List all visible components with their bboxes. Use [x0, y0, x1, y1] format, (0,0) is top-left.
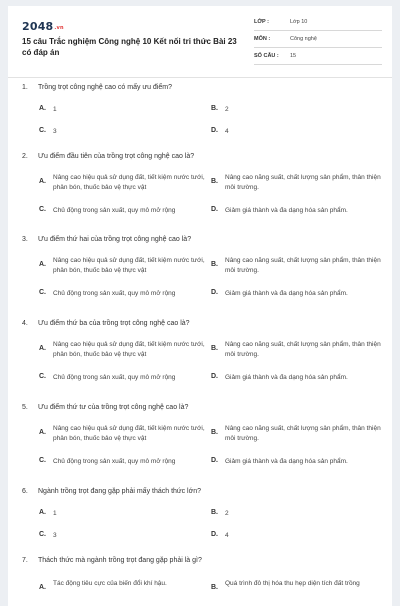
option-c[interactable] [39, 127, 214, 139]
question-5 [22, 404, 382, 484]
option-text: 1 [53, 106, 57, 113]
option-text: Giảm giá thành và đa dạng hóa sản phẩm. [225, 290, 348, 297]
option-a[interactable] [39, 173, 214, 195]
option-c[interactable] [39, 457, 214, 469]
meta-question-count [254, 52, 382, 65]
option-text: Quá trình đô thị hóa thu hẹp diện tích đất trồng [225, 580, 360, 587]
option-letter: B. [211, 345, 218, 352]
option-letter: B. [211, 509, 218, 516]
meta-value: 15 [290, 53, 297, 59]
question-text: Ưu điểm thứ tư của trồng trọt công nghệ cao là? [38, 404, 189, 411]
option-letter: A. [39, 345, 46, 352]
option-d[interactable] [211, 289, 386, 301]
option-letter: B. [211, 429, 218, 436]
option-letter: B. [211, 105, 218, 112]
option-text: Nâng cao năng suất, chất lượng sản phẩm, thân thiện môi trường. [225, 174, 381, 191]
question-number: 2. [22, 153, 28, 160]
option-text: Chủ động trong sản xuất, quy mô mở rộng [53, 207, 176, 214]
question-6 [22, 488, 382, 568]
option-letter: C. [39, 206, 46, 213]
option-letter: D. [211, 373, 218, 380]
option-letter: A. [39, 509, 46, 516]
option-letter: B. [211, 584, 218, 591]
option-a[interactable] [39, 256, 214, 278]
document-page [8, 6, 392, 606]
option-a[interactable] [39, 340, 214, 362]
option-letter: D. [211, 127, 218, 134]
option-letter: D. [211, 531, 218, 538]
logo-suffix: .vn [54, 25, 64, 31]
option-letter: D. [211, 206, 218, 213]
option-b[interactable] [211, 340, 386, 362]
question-text: Thách thức mà ngành trồng trọt đang gặp phải là gì? [38, 557, 202, 564]
option-text: Tác động tiêu cực của biến đổi khí hậu. [53, 580, 167, 587]
question-number: 5. [22, 404, 28, 411]
option-text: Nâng cao năng suất, chất lượng sản phẩm, thân thiện môi trường. [225, 425, 381, 442]
option-d[interactable] [211, 373, 386, 385]
option-text: Chủ động trong sản xuất, quy mô mở rộng [53, 458, 176, 465]
option-c[interactable] [39, 206, 214, 218]
option-b[interactable] [211, 579, 386, 601]
option-text: Giảm giá thành và đa dạng hóa sản phẩm. [225, 374, 348, 381]
question-4 [22, 320, 382, 400]
option-text: 3 [53, 128, 57, 135]
option-letter: A. [39, 178, 46, 185]
page-title: 15 câu Trắc nghiệm Công nghệ 10 Kết nối tri thức Bài 23 có đáp án [22, 37, 237, 57]
option-c[interactable] [39, 289, 214, 301]
meta-label: LỚP : [254, 19, 269, 25]
option-a[interactable] [39, 105, 214, 117]
option-text: 3 [53, 532, 57, 539]
option-c[interactable] [39, 531, 214, 543]
meta-subject [254, 35, 382, 48]
question-number: 1. [22, 84, 28, 91]
question-text: Ưu điểm đầu tiên của trồng trọt công nghệ cao là? [38, 153, 195, 160]
option-text: 1 [53, 510, 57, 517]
option-text: Giảm giá thành và đa dạng hóa sản phẩm. [225, 458, 348, 465]
question-number: 6. [22, 488, 28, 495]
option-letter: A. [39, 105, 46, 112]
meta-label: SỐ CÂU : [254, 53, 279, 59]
option-a[interactable] [39, 509, 214, 521]
question-number: 7. [22, 557, 28, 564]
option-letter: C. [39, 127, 46, 134]
question-text: Ưu điểm thứ hai của trồng trọt công nghệ cao là? [38, 236, 192, 243]
option-b[interactable] [211, 424, 386, 446]
option-d[interactable] [211, 127, 386, 139]
meta-value: Lớp 10 [290, 19, 308, 25]
option-text: Chủ động trong sản xuất, quy mô mở rộng [53, 290, 176, 297]
option-letter: A. [39, 261, 46, 268]
option-d[interactable] [211, 531, 386, 543]
option-d[interactable] [211, 206, 386, 218]
option-letter: A. [39, 584, 46, 591]
option-letter: B. [211, 178, 218, 185]
option-letter: A. [39, 429, 46, 436]
option-b[interactable] [211, 256, 386, 278]
option-d[interactable] [211, 457, 386, 469]
question-text: Ưu điểm thứ ba của trồng trọt công nghệ cao là? [38, 320, 190, 327]
option-text: 2 [225, 510, 229, 517]
option-letter: D. [211, 457, 218, 464]
question-1 [22, 84, 382, 164]
question-text: Ngành trồng trọt đang gặp phải mấy thách thức lớn? [38, 488, 201, 495]
option-text: Nâng cao năng suất, chất lượng sản phẩm, thân thiện môi trường. [225, 257, 381, 274]
option-letter: C. [39, 373, 46, 380]
option-b[interactable] [211, 105, 386, 117]
option-letter: C. [39, 289, 46, 296]
site-logo[interactable] [22, 20, 64, 33]
option-text: Nâng cao hiệu quả sử dụng đất, tiết kiệm nước tưới, phân bón, thuốc bảo vệ thực vật [53, 257, 205, 274]
option-text: 2 [225, 106, 229, 113]
question-number: 3. [22, 236, 28, 243]
option-c[interactable] [39, 373, 214, 385]
option-b[interactable] [211, 509, 386, 521]
option-text: Nâng cao hiệu quả sử dụng đất, tiết kiệm nước tưới, phân bón, thuốc bảo vệ thực vật [53, 425, 205, 442]
option-text: Chủ động trong sản xuất, quy mô mở rộng [53, 374, 176, 381]
option-letter: C. [39, 531, 46, 538]
logo-text: 2048 [22, 20, 54, 33]
question-3 [22, 236, 382, 316]
option-letter: C. [39, 457, 46, 464]
option-letter: B. [211, 261, 218, 268]
document-header [8, 6, 392, 78]
question-7 [22, 557, 382, 606]
option-text: 4 [225, 128, 229, 135]
meta-label: MÔN : [254, 36, 271, 42]
question-2 [22, 153, 382, 233]
question-text: Trồng trọt công nghệ cao có mấy ưu điểm? [38, 84, 172, 91]
question-number: 4. [22, 320, 28, 327]
option-letter: D. [211, 289, 218, 296]
option-text: Giảm giá thành và đa dạng hóa sản phẩm. [225, 207, 348, 214]
option-b[interactable] [211, 173, 386, 195]
option-text: 4 [225, 532, 229, 539]
meta-value: Công nghệ [290, 36, 317, 42]
option-a[interactable] [39, 579, 214, 601]
option-text: Nâng cao hiệu quả sử dụng đất, tiết kiệm nước tưới, phân bón, thuốc bảo vệ thực vật [53, 341, 205, 358]
meta-grade [254, 18, 382, 31]
option-a[interactable] [39, 424, 214, 446]
option-text: Nâng cao hiệu quả sử dụng đất, tiết kiệm nước tưới, phân bón, thuốc bảo vệ thực vật [53, 174, 205, 191]
option-text: Nâng cao năng suất, chất lượng sản phẩm, thân thiện môi trường. [225, 341, 381, 358]
